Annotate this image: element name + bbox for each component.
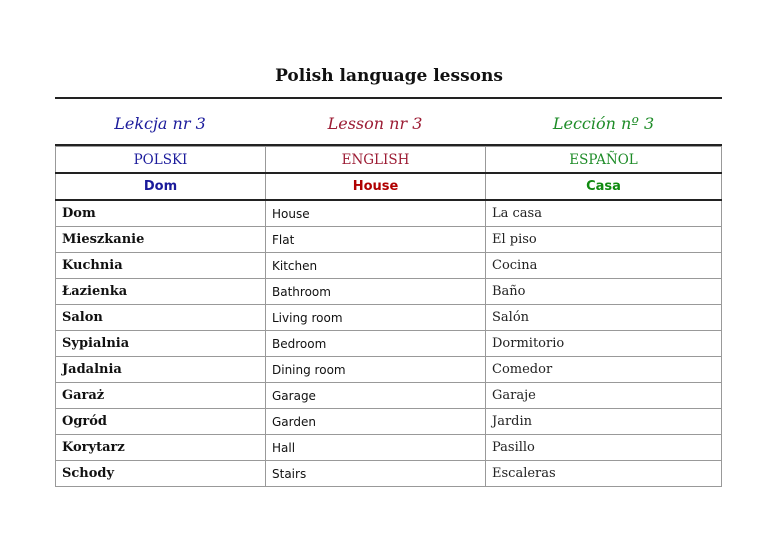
word-spanish: El piso bbox=[486, 227, 722, 253]
topic-spanish: Casa bbox=[486, 173, 722, 200]
page-title: Polish language lessons bbox=[275, 66, 503, 86]
lesson-title-polish: Lekcja nr 3 bbox=[114, 114, 206, 133]
table-row bbox=[56, 409, 722, 435]
word-polish: Jadalnia bbox=[56, 357, 266, 383]
table-row bbox=[56, 357, 722, 383]
word-polish: Schody bbox=[56, 461, 266, 487]
vocabulary-table bbox=[55, 146, 722, 487]
word-spanish: Garaje bbox=[486, 383, 722, 409]
topic-polish: Dom bbox=[56, 173, 266, 200]
word-polish: Dom bbox=[56, 200, 266, 227]
lesson-title-english: Lesson nr 3 bbox=[327, 114, 423, 133]
word-spanish: Jardin bbox=[486, 409, 722, 435]
word-polish: Garaż bbox=[56, 383, 266, 409]
word-english: Garage bbox=[266, 383, 486, 409]
word-polish: Łazienka bbox=[56, 279, 266, 305]
word-english: Garden bbox=[266, 409, 486, 435]
topic-row bbox=[56, 173, 722, 200]
word-spanish: Cocina bbox=[486, 253, 722, 279]
header-row bbox=[56, 147, 722, 174]
table-row bbox=[56, 227, 722, 253]
word-polish: Kuchnia bbox=[56, 253, 266, 279]
word-polish: Salon bbox=[56, 305, 266, 331]
header-english: ENGLISH bbox=[266, 147, 486, 174]
word-english: House bbox=[266, 200, 486, 227]
divider bbox=[55, 97, 722, 99]
word-polish: Sypialnia bbox=[56, 331, 266, 357]
word-spanish: Escaleras bbox=[486, 461, 722, 487]
table-row bbox=[56, 383, 722, 409]
lesson-title-spanish: Lección nº 3 bbox=[552, 114, 655, 133]
table-row bbox=[56, 331, 722, 357]
header-polish: POLSKI bbox=[56, 147, 266, 174]
word-polish: Korytarz bbox=[56, 435, 266, 461]
table-row bbox=[56, 305, 722, 331]
table-row bbox=[56, 253, 722, 279]
word-spanish: Salón bbox=[486, 305, 722, 331]
word-english: Flat bbox=[266, 227, 486, 253]
word-spanish: Baño bbox=[486, 279, 722, 305]
table-row bbox=[56, 461, 722, 487]
table-row bbox=[56, 200, 722, 227]
header-spanish: ESPAÑOL bbox=[486, 147, 722, 174]
word-spanish: Pasillo bbox=[486, 435, 722, 461]
table-row bbox=[56, 279, 722, 305]
word-spanish: La casa bbox=[486, 200, 722, 227]
word-spanish: Comedor bbox=[486, 357, 722, 383]
word-english: Living room bbox=[266, 305, 486, 331]
table-row bbox=[56, 435, 722, 461]
word-english: Kitchen bbox=[266, 253, 486, 279]
word-english: Bedroom bbox=[266, 331, 486, 357]
word-spanish: Dormitorio bbox=[486, 331, 722, 357]
word-english: Dining room bbox=[266, 357, 486, 383]
word-english: Hall bbox=[266, 435, 486, 461]
topic-english: House bbox=[266, 173, 486, 200]
word-polish: Mieszkanie bbox=[56, 227, 266, 253]
word-english: Bathroom bbox=[266, 279, 486, 305]
word-english: Stairs bbox=[266, 461, 486, 487]
word-polish: Ogród bbox=[56, 409, 266, 435]
